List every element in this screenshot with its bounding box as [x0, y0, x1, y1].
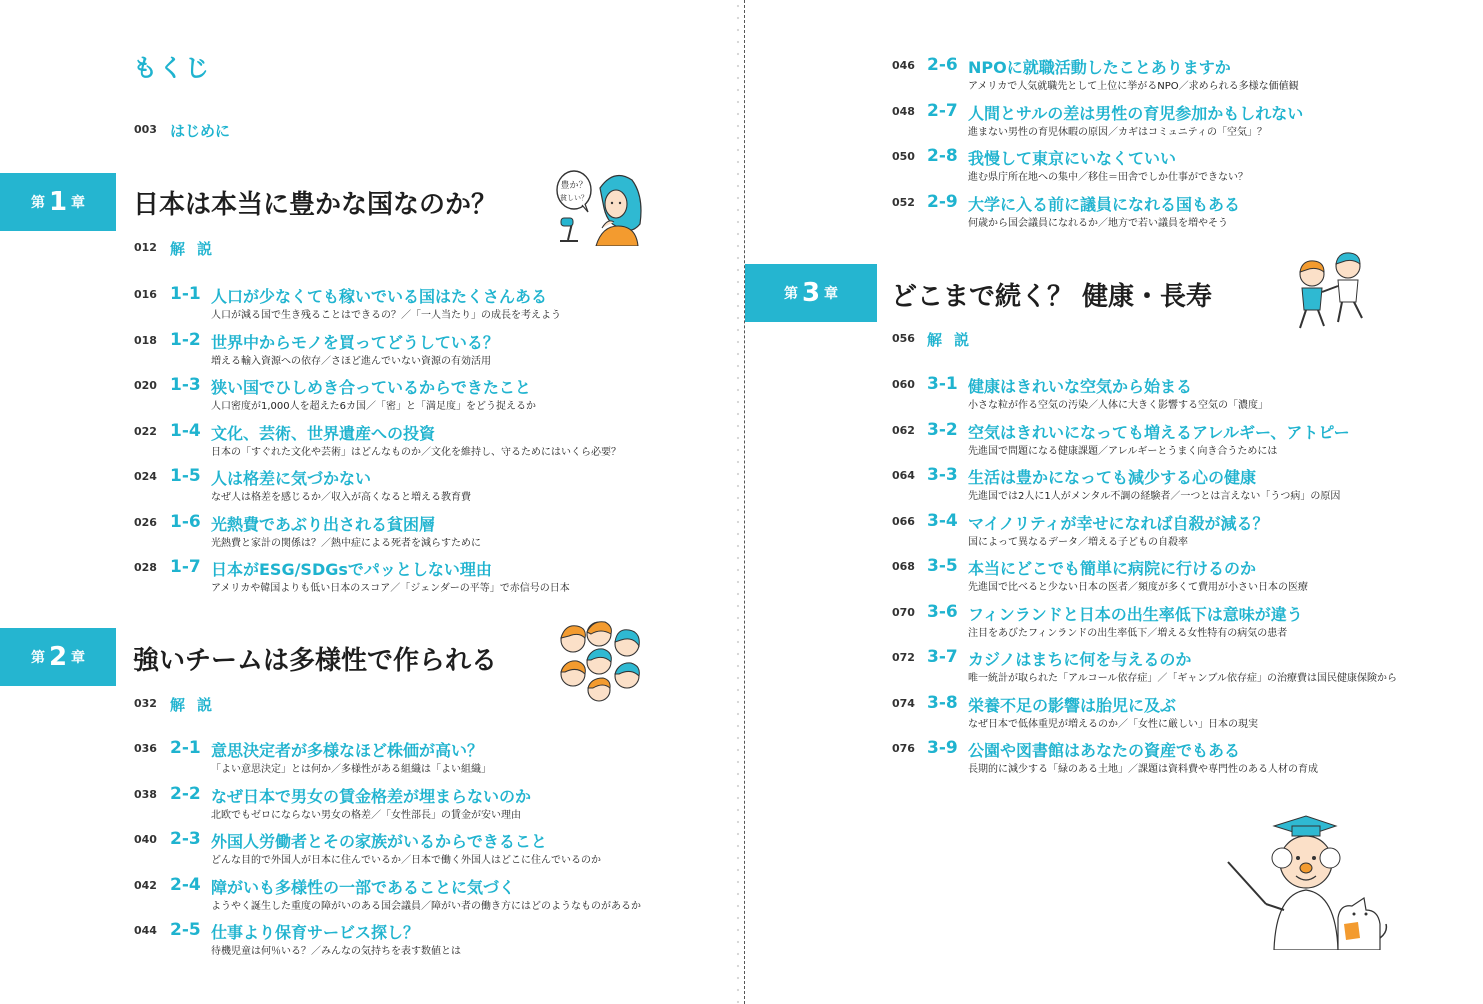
section-title: 人口が少なくても稼いでいる国はたくさんある: [211, 287, 548, 306]
section-number: 3-2: [927, 419, 958, 440]
kaisetsu-page-number: 012: [134, 241, 157, 254]
section-title: 我慢して東京にいなくていい: [968, 149, 1177, 168]
section-title: 文化、芸術、世界遺産への投資: [211, 423, 436, 443]
section-page-number: 068: [892, 560, 915, 573]
section-number: 3-8: [927, 692, 958, 713]
toc-entry[interactable]: [927, 693, 1483, 731]
section-title: 公園や図書館はあなたの資産でもある: [968, 741, 1241, 760]
toc-entry[interactable]: [927, 420, 1483, 458]
section-subtitle: 待機児童は何％いる？／みんなの気持ちを表す数値とは: [211, 946, 461, 957]
toc-entry[interactable]: [927, 146, 1483, 184]
toc-entry[interactable]: [170, 875, 730, 913]
section-number: 1-7: [170, 557, 201, 577]
toc-entry[interactable]: [170, 375, 730, 413]
running-children-illustration: [1288, 248, 1374, 334]
section-title: 大学に入る前に議員になれる国もある: [968, 194, 1241, 214]
section-number: 3-1: [927, 374, 958, 394]
kaisetsu-link[interactable]: 解説: [170, 696, 225, 714]
toc-entry[interactable]: [170, 421, 730, 459]
section-title: 生活は豊かになっても減少する心の健康: [968, 468, 1257, 487]
chapter-number: 2: [48, 642, 68, 672]
section-page-number: 048: [892, 104, 915, 118]
section-subtitle: 日本の「すぐれた文化や芸術」はどんなものか／文化を維持し、守るためにはいくら必要？: [211, 446, 621, 458]
section-title: 意思決定者が多様なほど株価が高い？: [211, 741, 484, 760]
section-subtitle: 注目をあびたフィンランドの出生率低下／増える女性特有の病気の患者: [968, 627, 1288, 639]
section-subtitle: 人口が減る国で生き残ることはできるの？／「一人当たり」の成長を考えよう: [211, 310, 561, 321]
toc-entry[interactable]: [927, 556, 1483, 594]
section-title: フィンランドと日本の出生率低下は意味が違う: [968, 604, 1303, 624]
section-subtitle: 増える輸入資源への依存／さほど進んでいない資源の有効活用: [211, 355, 491, 367]
section-number: 1-4: [170, 420, 201, 441]
section-page-number: 040: [134, 833, 157, 846]
toc-entry[interactable]: [927, 647, 1483, 685]
section-subtitle: 先進国で比べると少ない日本の医者／頻度が多くて費用が小さい日本の医療: [968, 582, 1308, 593]
section-page-number: 016: [134, 288, 157, 301]
section-subtitle: 長期的に減少する「緑のある土地」／課題は資料費や専門性のある人材の育成: [968, 764, 1318, 775]
section-page-number: 050: [892, 150, 915, 163]
section-number: 3-5: [927, 556, 958, 576]
toc-entry[interactable]: [170, 284, 730, 322]
section-number: 3-7: [927, 647, 958, 667]
section-number: 2-6: [927, 55, 958, 75]
section-title: 健康はきれいな空気から始まる: [968, 377, 1193, 396]
section-number: 1-2: [170, 329, 201, 350]
toc-entry[interactable]: [927, 55, 1483, 93]
section-page-number: 052: [892, 195, 915, 209]
section-subtitle: アメリカで人気就職先として上位に挙がるNPO／求められる多様な価値観: [968, 81, 1299, 92]
page-spine: [744, 0, 745, 1004]
section-title: 空気はきれいになっても増えるアレルギー、アトピー: [968, 422, 1350, 442]
chapter-1-tab: [0, 173, 116, 231]
section-subtitle: 先進国で問題になる健康課題／アレルギーとうまく向き合うためには: [968, 445, 1278, 457]
toc-entry[interactable]: [927, 602, 1483, 640]
chapter-prefix: 第: [783, 286, 798, 302]
section-page-number: 070: [892, 605, 915, 619]
toc-entry[interactable]: [927, 192, 1483, 230]
section-subtitle: 進む県庁所在地への集中／移住＝田舎でしか仕事ができない？: [968, 172, 1248, 183]
section-subtitle: 人口密度が1,000人を超えた6カ国／「密」と「満足度」をどう捉えるか: [211, 401, 536, 412]
chapter-number: 1: [48, 187, 68, 217]
section-subtitle: 小さな粒が作る空気の汚染／人体に大きく影響する空気の「濃度」: [968, 400, 1268, 411]
section-page-number: 038: [134, 787, 157, 801]
section-title: 世界中からモノを買ってどうしている？: [211, 332, 499, 352]
kaisetsu-page-number: 056: [892, 332, 915, 345]
kaisetsu-link[interactable]: 解説: [927, 331, 982, 349]
professor-and-cat-illustration: [1226, 814, 1388, 950]
section-number: 2-1: [170, 738, 201, 758]
section-subtitle: どんな目的で外国人が日本に住んでいるか／日本で働く外国人はどこに住んでいるのか: [211, 855, 601, 866]
section-number: 2-9: [927, 191, 958, 212]
chapter-2-tab: [0, 628, 116, 686]
section-subtitle: アメリカや韓国よりも低い日本のスコア／「ジェンダーの平等」で赤信号の日本: [211, 583, 570, 594]
section-subtitle: なぜ人は格差を感じるか／収入が高くなると増える教育費: [211, 492, 471, 503]
speech-bubble-text: 豊か？: [560, 181, 588, 191]
toc-entry[interactable]: [927, 511, 1483, 549]
chapter-prefix: 第: [30, 195, 45, 211]
section-subtitle: 「よい意思決定」とは何か／多様性がある組織は「よい組織」: [211, 764, 491, 775]
section-number: 1-1: [170, 284, 201, 304]
section-page-number: 064: [892, 469, 915, 482]
section-number: 2-3: [170, 829, 201, 849]
section-page-number: 036: [134, 742, 157, 755]
intro-link[interactable]: はじめに: [170, 122, 231, 140]
section-page-number: 074: [892, 696, 915, 710]
toc-entry[interactable]: [170, 557, 730, 595]
section-number: 2-7: [927, 100, 958, 121]
toc-entry[interactable]: [927, 101, 1483, 139]
toc-entry[interactable]: [170, 784, 730, 822]
section-title: 人間とサルの差は男性の育児参加かもしれない: [968, 103, 1304, 123]
section-number: 1-5: [170, 466, 201, 486]
section-title: 本当にどこでも簡単に病院に行けるのか: [968, 559, 1257, 578]
speech-bubble-text: 貧しい？: [560, 194, 588, 202]
toc-entry[interactable]: [170, 512, 730, 550]
section-page-number: 062: [892, 423, 915, 437]
section-title: 日本がESG/SDGsでパッとしない理由: [211, 560, 492, 579]
toc-entry[interactable]: [170, 330, 730, 368]
section-number: 3-4: [927, 510, 958, 531]
toc-title: もくじ: [133, 54, 211, 82]
chapter-number: 3: [801, 278, 821, 308]
toc-entry[interactable]: [927, 465, 1483, 503]
section-number: 2-5: [170, 920, 201, 940]
section-title: 外国人労働者とその家族がいるからできること: [211, 832, 547, 851]
section-page-number: 060: [892, 378, 915, 391]
section-number: 1-6: [170, 511, 201, 532]
section-page-number: 042: [134, 878, 157, 892]
section-number: 3-3: [927, 465, 958, 485]
section-page-number: 072: [892, 651, 915, 664]
section-subtitle: 何歳から国会議員になれるか／地方で若い議員を増やそう: [968, 217, 1228, 229]
section-number: 2-8: [927, 146, 958, 166]
section-title: カジノはまちに何を与えるのか: [968, 650, 1192, 669]
section-title: 栄養不足の影響は胎児に及ぶ: [968, 695, 1177, 715]
chapter-prefix: 第: [30, 650, 45, 666]
section-subtitle: 北欧でもゼロにならない男女の格差／「女性部長」の賃金が安い理由: [211, 809, 521, 821]
section-title: 仕事より保育サービス探し？: [211, 923, 420, 942]
chapter-suffix: 章: [71, 650, 86, 666]
section-number: 1-3: [170, 375, 201, 395]
toc-entry[interactable]: [170, 920, 730, 958]
diverse-team-illustration: [555, 618, 645, 702]
section-page-number: 044: [134, 924, 157, 937]
section-subtitle: 光熱費と家計の関係は？／熱中症による死者を減らすために: [211, 537, 481, 549]
toc-entry[interactable]: [170, 829, 730, 867]
section-number: 2-4: [170, 874, 201, 895]
woman-thinking-illustration: [552, 168, 644, 246]
section-subtitle: なぜ日本で低体重児が増えるのか／「女性に厳しい」日本の現実: [968, 718, 1258, 730]
chapter-suffix: 章: [824, 286, 839, 302]
section-page-number: 066: [892, 514, 915, 528]
section-title: 障がいも多様性の一部であることに気づく: [211, 877, 516, 897]
chapter-3-title[interactable]: どこまで続く？ 健康・長寿: [891, 282, 1213, 312]
section-page-number: 024: [134, 470, 157, 483]
section-number: 3-6: [927, 601, 958, 622]
toc-entry[interactable]: [927, 738, 1483, 776]
chapter-suffix: 章: [71, 195, 86, 211]
section-page-number: 026: [134, 515, 157, 529]
kaisetsu-link[interactable]: 解説: [170, 240, 225, 258]
section-subtitle: 先進国では2人に1人がメンタル不調の経験者／一つとは言えない「うつ病」の原因: [968, 491, 1341, 502]
section-title: マイノリティが幸せになれば自殺が減る？: [968, 513, 1269, 533]
section-page-number: 076: [892, 742, 915, 755]
section-page-number: 018: [134, 333, 157, 347]
section-number: 2-2: [170, 783, 201, 804]
section-title: なぜ日本で男女の賃金格差が埋まらないのか: [211, 786, 532, 806]
section-page-number: 046: [892, 59, 915, 72]
section-title: 狭い国でひしめき合っているからできたこと: [211, 378, 531, 397]
section-title: 光熱費であぶり出される貧困層: [211, 514, 436, 534]
toc-entry[interactable]: [170, 466, 730, 504]
section-title: NPOに就職活動したことありますか: [968, 58, 1231, 77]
section-page-number: 020: [134, 379, 157, 392]
section-title: 人は格差に気づかない: [211, 469, 372, 488]
section-number: 3-9: [927, 738, 958, 758]
section-subtitle: 進まない男性の育児休暇の原因／カギはコミュニティの「空気」？: [968, 126, 1267, 138]
section-subtitle: ようやく誕生した重度の障がいのある国会議員／障がい者の働き方にはどのようなものがあるか: [211, 900, 641, 912]
toc-entry[interactable]: [170, 738, 730, 776]
chapter-1-title[interactable]: 日本は本当に豊かな国なのか？: [133, 190, 498, 220]
kaisetsu-page-number: 032: [134, 697, 157, 710]
section-subtitle: 唯一統計が取られた「アルコール依存症」／「ギャンブル依存症」の治療費は国民健康保険から: [968, 673, 1397, 684]
section-subtitle: 国によって異なるデータ／増える子どもの自殺率: [968, 536, 1188, 548]
toc-entry[interactable]: [927, 374, 1483, 412]
section-page-number: 028: [134, 561, 157, 574]
intro-page-number: 003: [134, 123, 157, 136]
chapter-2-title[interactable]: 強いチームは多様性で作られる: [133, 646, 498, 676]
chapter-3-tab: [745, 264, 877, 322]
section-page-number: 022: [134, 424, 157, 438]
